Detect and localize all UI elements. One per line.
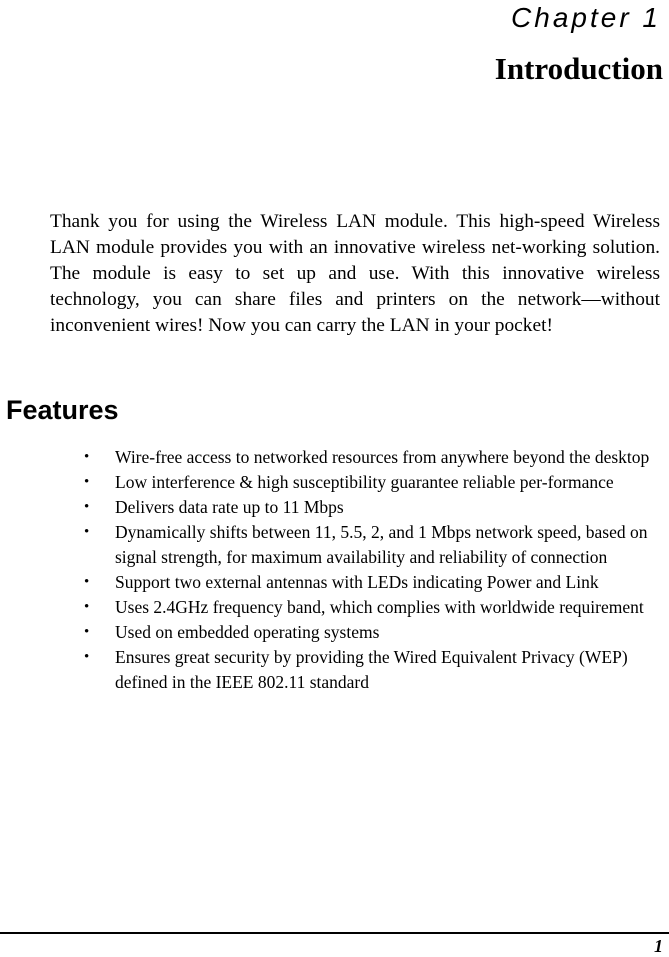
bullet-icon: • xyxy=(84,624,90,640)
feature-item xyxy=(0,495,669,520)
bullet-icon: • xyxy=(84,499,90,515)
feature-item xyxy=(0,520,669,570)
bullet-icon: • xyxy=(84,524,90,540)
feature-item-text: Support two external antennas with LEDs indicating Power and Link xyxy=(115,572,599,592)
feature-item-text: Low interference & high susceptibility guarantee reliable per-formance xyxy=(115,472,614,492)
feature-item-text: Delivers data rate up to 11 Mbps xyxy=(115,497,344,517)
bullet-icon: • xyxy=(84,649,90,665)
feature-item-text: Uses 2.4GHz frequency band, which complies with worldwide requirement xyxy=(115,597,644,617)
intro-paragraph: Thank you for using the Wireless LAN module. This high-speed Wireless LAN module provides you with an innovative wireless net-working solution. The module is easy to set up and use. With this innovative wireless technology, you can share files and printers on the network—without inconvenient wires! Now you can carry the LAN in your pocket! xyxy=(50,211,660,336)
bullet-icon: • xyxy=(84,599,90,615)
bullet-icon: • xyxy=(84,449,90,465)
chapter-label: Chapter 1 xyxy=(511,2,661,33)
features-heading: Features xyxy=(6,395,119,425)
feature-item xyxy=(0,645,669,695)
feature-item xyxy=(0,570,669,595)
feature-item-text: Used on embedded operating systems xyxy=(115,622,380,642)
feature-item xyxy=(0,595,669,620)
features-list xyxy=(0,445,669,695)
feature-item-text: Ensures great security by providing the Wired Equivalent Privacy (WEP) defined in the IEEE 802.11 standard xyxy=(115,647,628,692)
feature-item-text: Wire-free access to networked resources from anywhere beyond the desktop xyxy=(115,447,650,467)
bullet-icon: • xyxy=(84,574,90,590)
feature-item xyxy=(0,620,669,645)
feature-item xyxy=(0,470,669,495)
chapter-title: Introduction xyxy=(494,51,663,86)
page-number: 1 xyxy=(654,936,663,956)
feature-item-text: Dynamically shifts between 11, 5.5, 2, and 1 Mbps network speed, based on signal strength, for maximum availability and reliability of connection xyxy=(115,522,648,567)
bullet-icon: • xyxy=(84,474,90,490)
footer-divider xyxy=(0,932,669,934)
feature-item xyxy=(0,445,669,470)
